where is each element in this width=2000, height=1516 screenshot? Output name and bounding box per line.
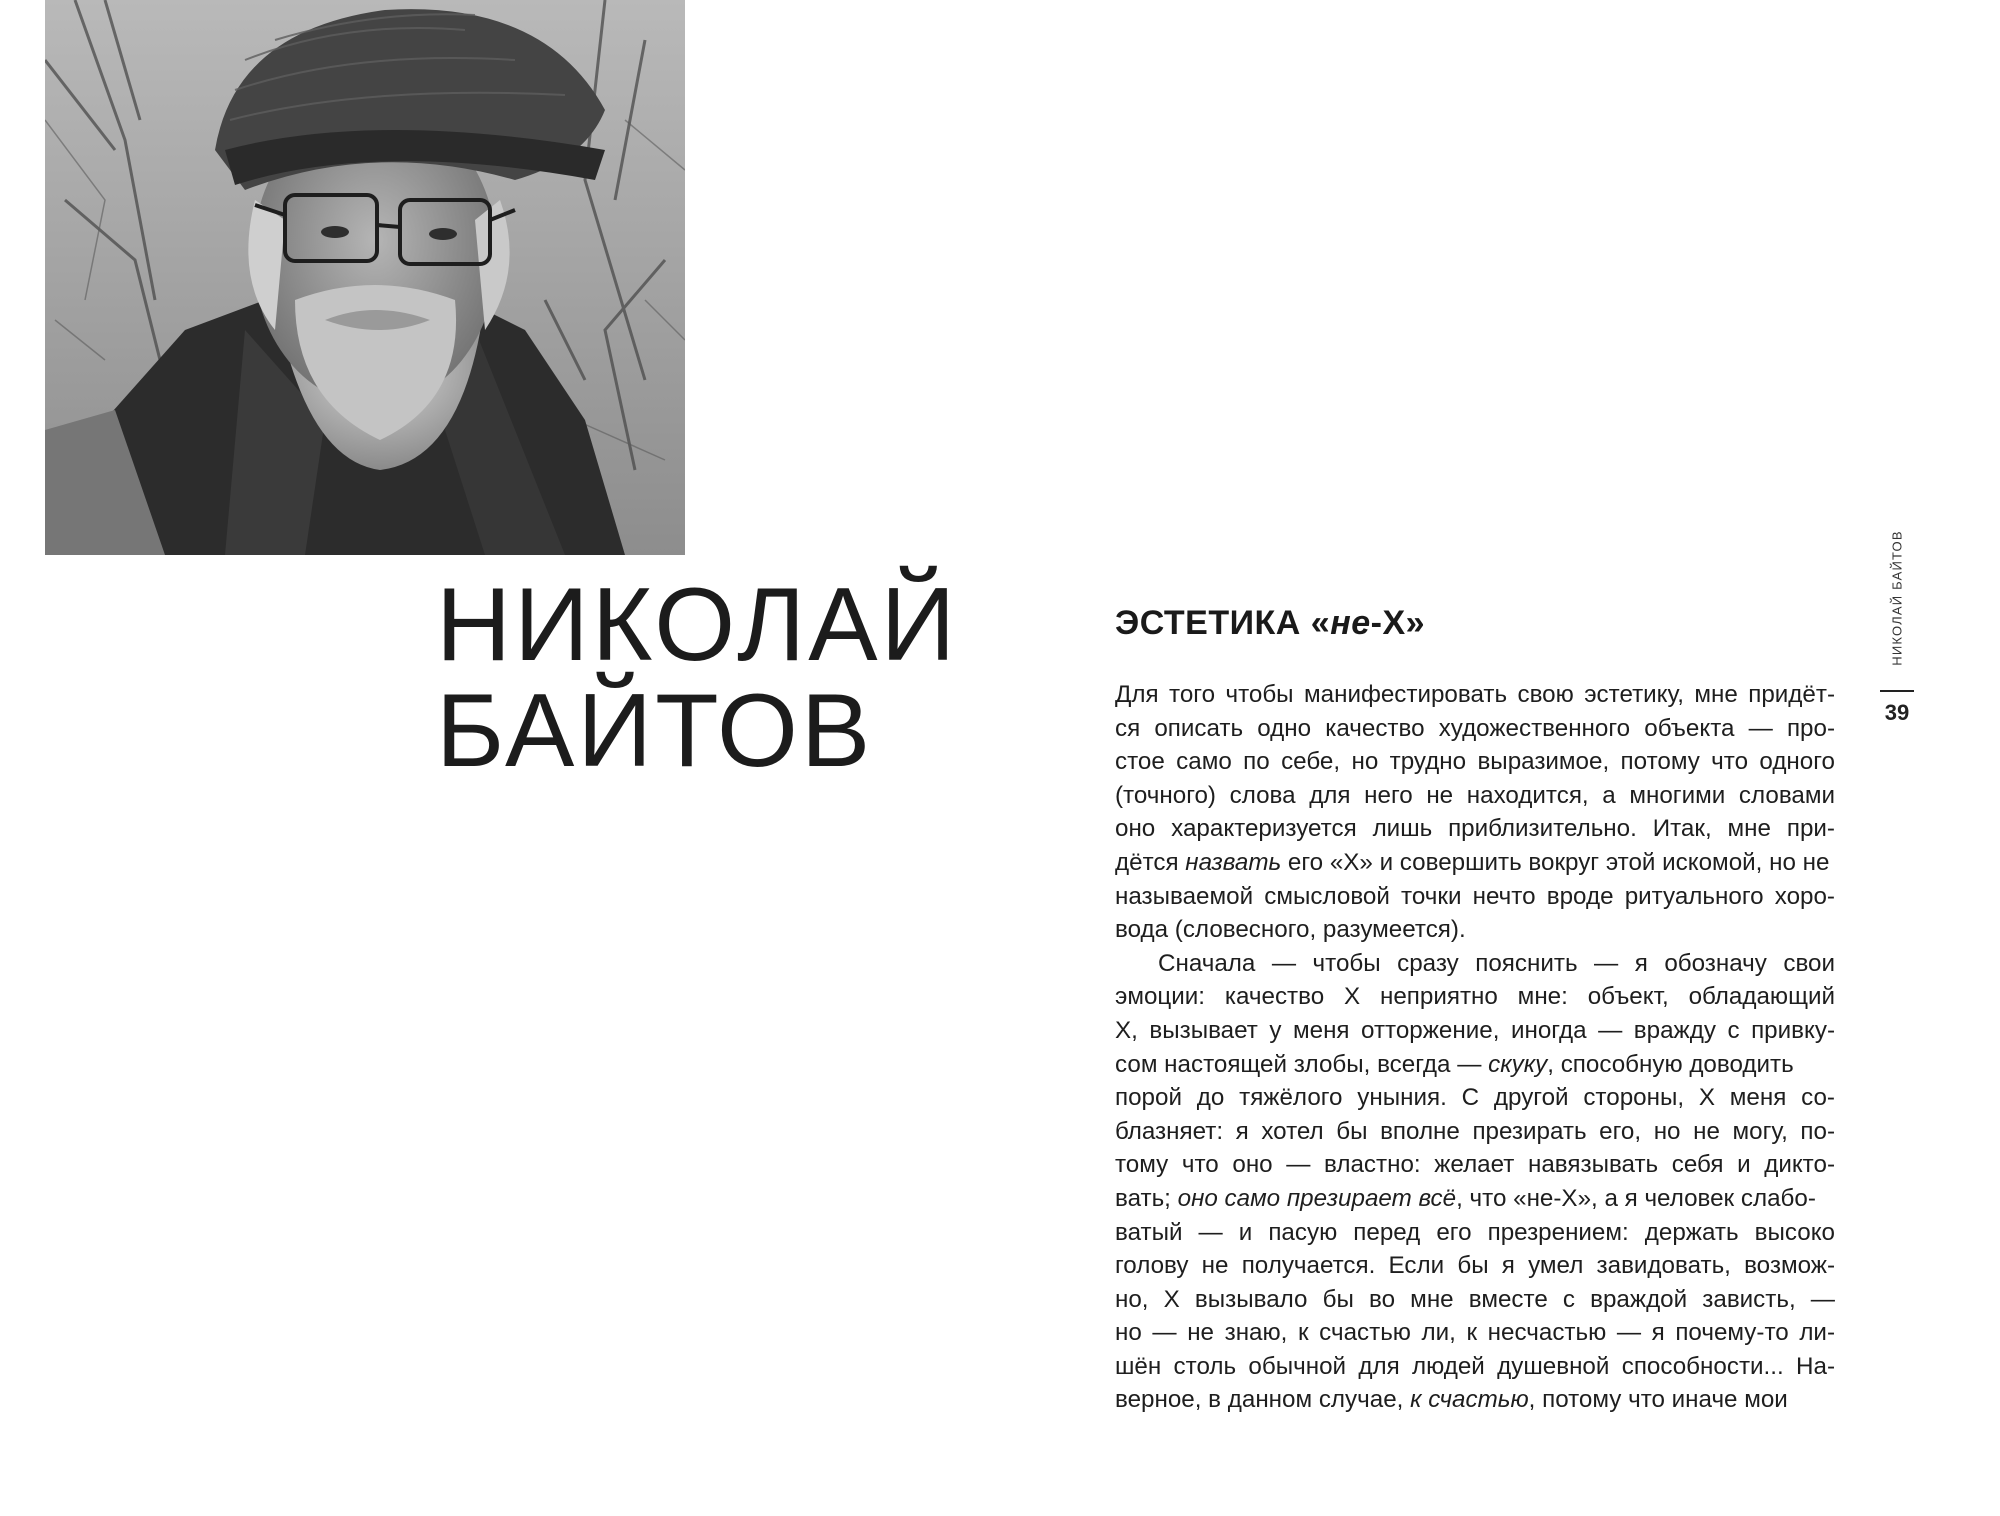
text-line: Сначала — чтобы сразу пояснить — я обозначу свои	[1158, 949, 1835, 977]
text-segment: , что «не-Х», а я человек слабо-	[1456, 1184, 1816, 1212]
text-segment: верное, в данном случае,	[1115, 1386, 1411, 1414]
text-emphasis: скуку	[1488, 1050, 1548, 1078]
text-segment: , потому что иначе мои	[1528, 1386, 1788, 1414]
text-segment: его «Х» и совершить вокруг этой искомой, но не	[1281, 848, 1830, 876]
text-emphasis: назвать	[1185, 848, 1282, 876]
page-number-rule	[1880, 690, 1914, 692]
running-head-text: НИКОЛАЙ БАЙТОВ	[1889, 530, 1905, 666]
text-line: эмоции: качество Х неприятно мне: объект, обладающий	[1115, 983, 1835, 1011]
text-segment: дётся	[1115, 848, 1186, 876]
text-line	[1115, 846, 1835, 880]
text-line: тому что оно — властно: желает навязывать себя и дикто-	[1115, 1151, 1835, 1179]
text-line: ся описать одно качество художественного объекта — про-	[1115, 714, 1835, 742]
essay-title	[1115, 604, 1425, 643]
essay-title-tail: -Х»	[1370, 604, 1426, 642]
essay-title-lead: ЭСТЕТИКА «	[1115, 604, 1331, 642]
essay-title-italic: не	[1330, 604, 1371, 642]
text-line: но, Х вызывало бы во мне вместе с враждой зависть, —	[1115, 1285, 1835, 1313]
text-line: называемой смысловой точки нечто вроде ритуального хоро-	[1115, 882, 1835, 910]
text-segment: , способную доводить	[1547, 1050, 1794, 1078]
text-line	[1115, 1182, 1835, 1216]
essay-body	[1115, 678, 1835, 1417]
text-line: но — не знаю, к счастью ли, к несчастью — я почему-то ли-	[1115, 1319, 1835, 1347]
text-line: шён столь обычной для людей душевной способности... На-	[1115, 1352, 1835, 1380]
text-line: Х, вызывает у меня отторжение, иногда — вражду с привку-	[1115, 1016, 1835, 1044]
author-first-name: НИКОЛАЙ	[436, 567, 959, 683]
text-line: блазняет: я хотел бы вполне презирать его, но не могу, по-	[1115, 1117, 1835, 1145]
text-line: ватый — и пасую перед его презрением: держать высоко	[1115, 1218, 1835, 1246]
text-segment: сом настоящей злобы, всегда —	[1115, 1050, 1489, 1078]
text-line: Для того чтобы манифестировать свою эстетику, мне придёт-	[1115, 681, 1835, 708]
text-line: вода (словесного, разумеется).	[1115, 916, 1466, 944]
text-emphasis: к счастью	[1410, 1386, 1529, 1414]
text-line: оно характеризуется лишь приблизительно. Итак, мне при-	[1115, 815, 1835, 843]
text-emphasis: оно само презирает всё	[1177, 1184, 1457, 1212]
author-last-name: БАЙТОВ	[436, 673, 874, 789]
text-segment: вать;	[1115, 1184, 1178, 1212]
author-name	[436, 567, 959, 789]
author-portrait-photo	[45, 0, 685, 555]
text-line	[1115, 1048, 1835, 1082]
text-line: (точного) слова для него не находится, а многими словами	[1115, 781, 1835, 809]
page-number: 39	[1884, 700, 1910, 725]
text-line: порой до тяжёлого уныния. С другой стороны, Х меня со-	[1115, 1084, 1835, 1112]
text-line	[1115, 1383, 1835, 1417]
text-line: стое само по себе, но трудно выразимое, потому что одного	[1115, 748, 1835, 776]
running-head	[1882, 528, 1912, 668]
text-line: голову не получается. Если бы я умел завидовать, возмож-	[1115, 1252, 1835, 1280]
